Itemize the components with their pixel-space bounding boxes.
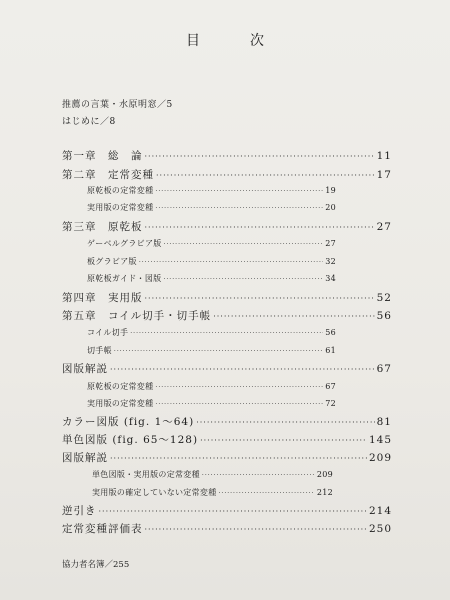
leader-dots <box>145 525 367 534</box>
toc-entry-label: 第三章 原乾板 <box>62 221 143 233</box>
toc-entry-label: 実用版の定常変種 <box>87 399 154 408</box>
toc-subentry <box>92 469 333 480</box>
leader-dots <box>155 205 323 212</box>
leader-dots <box>139 259 323 266</box>
toc-entry-label: ゲーベルグラビア版 <box>87 239 162 248</box>
toc-entry-label: 切手帳 <box>87 346 112 355</box>
toc-entry-page: 81 <box>376 416 392 428</box>
toc-entry-page: 209 <box>368 452 392 464</box>
toc-entry <box>62 361 392 376</box>
leader-dots <box>196 418 374 427</box>
toc-entry-page: 209 <box>316 470 333 479</box>
toc-entry-label: 板グラビア版 <box>87 257 137 266</box>
leader-dots <box>155 401 323 408</box>
toc-entry-label: 原乾板ガイド・図版 <box>87 274 162 283</box>
toc-entry-page: 145 <box>368 434 392 446</box>
toc-entry <box>62 290 392 305</box>
page-title: 目 次 <box>186 33 282 49</box>
toc-entry <box>62 414 392 429</box>
toc-entry-label: 第一章 総 論 <box>62 150 143 162</box>
toc-entry-page: 67 <box>325 382 336 391</box>
leader-dots <box>145 223 375 232</box>
toc-entry-label: カラー図版 (fig. 1〜64) <box>62 416 195 428</box>
toc-subentry <box>87 345 336 356</box>
toc-entry-label: 実用版の定常変種 <box>87 203 154 212</box>
toc-entry-label: 原乾板の定常変種 <box>87 382 154 391</box>
toc-entry <box>62 148 392 163</box>
toc-entry-label: 第二章 定常変種 <box>62 169 154 181</box>
toc-subentry <box>92 487 333 498</box>
toc-subentry <box>87 327 336 338</box>
toc-entry-label: コイル切手 <box>87 328 129 337</box>
toc-entry-page: 56 <box>325 328 336 337</box>
toc-entry <box>62 521 392 536</box>
toc-entry <box>62 219 392 234</box>
toc-entry-page: 250 <box>368 523 392 535</box>
leader-dots <box>213 312 374 321</box>
contributors-line: 協力者名簿／255 <box>62 560 130 570</box>
toc-subentry <box>87 398 336 409</box>
toc-entry <box>62 503 392 518</box>
leader-dots <box>156 171 375 180</box>
toc-entry-page: 19 <box>325 186 336 195</box>
leader-dots <box>155 384 323 391</box>
leader-dots <box>163 276 323 283</box>
leader-dots <box>99 507 367 516</box>
leader-dots <box>219 490 315 497</box>
toc-entry-label: 定常変種評価表 <box>62 523 143 535</box>
toc-entry-label: 原乾板の定常変種 <box>87 186 154 195</box>
toc-entry-label: 逆引き <box>62 505 97 517</box>
toc-entry <box>62 308 392 323</box>
leader-dots <box>200 436 367 445</box>
leader-dots <box>110 454 367 463</box>
toc-subentry <box>87 273 336 284</box>
toc-entry-page: 11 <box>376 150 392 162</box>
toc-entry-page: 67 <box>376 363 392 375</box>
toc-entry-label: 単色図版・実用版の定常変種 <box>92 470 200 479</box>
toc-entry-page: 27 <box>325 239 336 248</box>
toc-entry-label: 第四章 実用版 <box>62 292 143 304</box>
toc-entry-label: 第五章 コイル切手・切手帳 <box>62 310 212 322</box>
toc-entry-page: 214 <box>368 505 392 517</box>
toc-entry-page: 27 <box>376 221 392 233</box>
toc-entry-page: 52 <box>376 292 392 304</box>
toc-subentry <box>87 202 336 213</box>
toc-entry-page: 61 <box>325 346 336 355</box>
leader-dots <box>114 348 323 355</box>
toc-subentry <box>87 381 336 392</box>
toc-entry-label: 実用版の確定していない定常変種 <box>92 488 217 497</box>
leader-dots <box>202 472 315 479</box>
toc-entry <box>62 167 392 182</box>
toc-entry-page: 72 <box>325 399 336 408</box>
toc-entry-page: 34 <box>325 274 336 283</box>
toc-entry-label: 図版解説 <box>62 363 108 375</box>
toc-entry-page: 56 <box>376 310 392 322</box>
toc-entry-page: 212 <box>316 488 333 497</box>
toc-entry <box>62 432 392 447</box>
leader-dots <box>155 188 323 195</box>
toc-entry-label: 単色図版 (fig. 65〜128) <box>62 434 199 446</box>
leader-dots <box>130 330 323 337</box>
toc-entry-page: 32 <box>325 257 336 266</box>
toc-subentry <box>87 238 336 249</box>
toc-entry-label: 図版解説 <box>62 452 108 464</box>
toc-entry-page: 20 <box>325 203 336 212</box>
leader-dots <box>164 241 324 248</box>
intro-line-preface: はじめに／8 <box>62 117 116 127</box>
toc-entry-page: 17 <box>376 169 392 181</box>
leader-dots <box>145 152 375 161</box>
toc-entry <box>62 450 392 465</box>
leader-dots <box>145 294 375 303</box>
leader-dots <box>110 365 375 374</box>
toc-subentry <box>87 256 336 267</box>
intro-line-foreword: 推薦の言葉・水原明窓／5 <box>62 100 173 110</box>
toc-subentry <box>87 185 336 196</box>
